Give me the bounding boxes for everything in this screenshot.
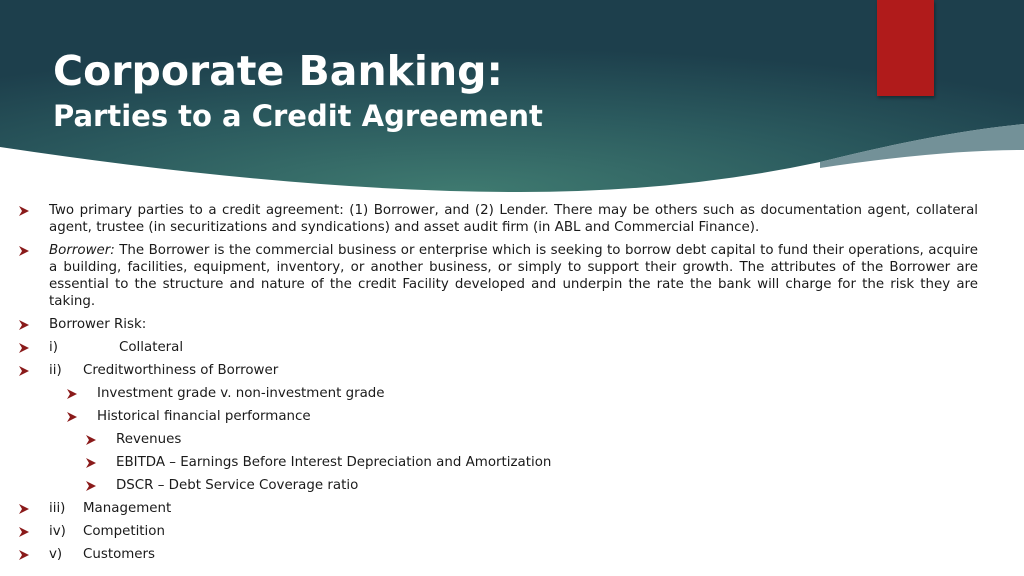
sub-sub-item-label: DSCR – Debt Service Coverage ratio (116, 478, 359, 493)
sub-sub-list-item (85, 477, 978, 494)
accent-red-bar (877, 0, 934, 96)
sub-sub-list-item (85, 454, 978, 471)
title-line-2: Parties to a Credit Agreement (53, 99, 543, 133)
borrower-term: Borrower: (49, 243, 115, 258)
item-number: iii) (49, 501, 66, 516)
arrow-bullet-icon (18, 546, 32, 563)
list-item (18, 339, 978, 356)
item-number: iv) (49, 524, 66, 539)
arrow-bullet-icon (66, 408, 80, 425)
list-item (18, 362, 978, 379)
arrow-bullet-icon (18, 523, 32, 540)
arrow-bullet-icon (18, 242, 32, 259)
item-number: v) (49, 547, 63, 562)
title-line-1: Corporate Banking: (53, 47, 503, 95)
arrow-bullet-icon (18, 202, 32, 219)
header-banner (0, 0, 1024, 200)
arrow-bullet-icon (85, 431, 99, 448)
item-label: Creditworthiness of Borrower (83, 363, 279, 378)
arrow-bullet-icon (85, 454, 99, 471)
paragraph-parties: Two primary parties to a credit agreement: (1) Borrower, and (2) Lender. There may be others such as documentation agent, collateral agent, trustee (in securitizations and syndications) and asset audit firm (in ABL and Commercial Finance). (49, 203, 978, 235)
sub-sub-list-item (85, 431, 978, 448)
sub-item-label: Historical financial performance (97, 409, 311, 424)
list-item (18, 316, 978, 333)
item-label: Collateral (119, 340, 184, 355)
arrow-bullet-icon (18, 339, 32, 356)
arrow-bullet-icon (85, 477, 99, 494)
page-title (53, 46, 543, 136)
list-item (18, 202, 978, 236)
arrow-bullet-icon (18, 362, 32, 379)
list-item (18, 500, 978, 517)
item-label: Competition (83, 524, 165, 539)
item-number: ii) (49, 363, 62, 378)
sub-list-item (66, 408, 978, 425)
list-item (18, 242, 978, 310)
sub-list-item (66, 385, 978, 402)
list-item (18, 546, 978, 563)
arrow-bullet-icon (18, 500, 32, 517)
sub-item-label: Investment grade v. non-investment grade (97, 386, 385, 401)
sub-sub-item-label: Revenues (116, 432, 182, 447)
paragraph-borrower: The Borrower is the commercial business or enterprise which is seeking to borrow debt capital to fund their operations, acquire a building, facilities, equipment, inventory, or another business, or simply to support their growth. The attributes of the Borrower are essential to the structure and nature of the credit Facility developed and underpin the rate the bank will charge for the risk they are taking. (49, 243, 978, 309)
arrow-bullet-icon (66, 385, 80, 402)
item-label: Management (83, 501, 172, 516)
borrower-risk-heading: Borrower Risk: (49, 317, 147, 332)
item-number: i) (49, 340, 58, 355)
item-label: Customers (83, 547, 156, 562)
sub-sub-item-label: EBITDA – Earnings Before Interest Depreciation and Amortization (116, 455, 552, 470)
list-item (18, 523, 978, 540)
arrow-bullet-icon (18, 316, 32, 333)
content-list (18, 202, 978, 569)
